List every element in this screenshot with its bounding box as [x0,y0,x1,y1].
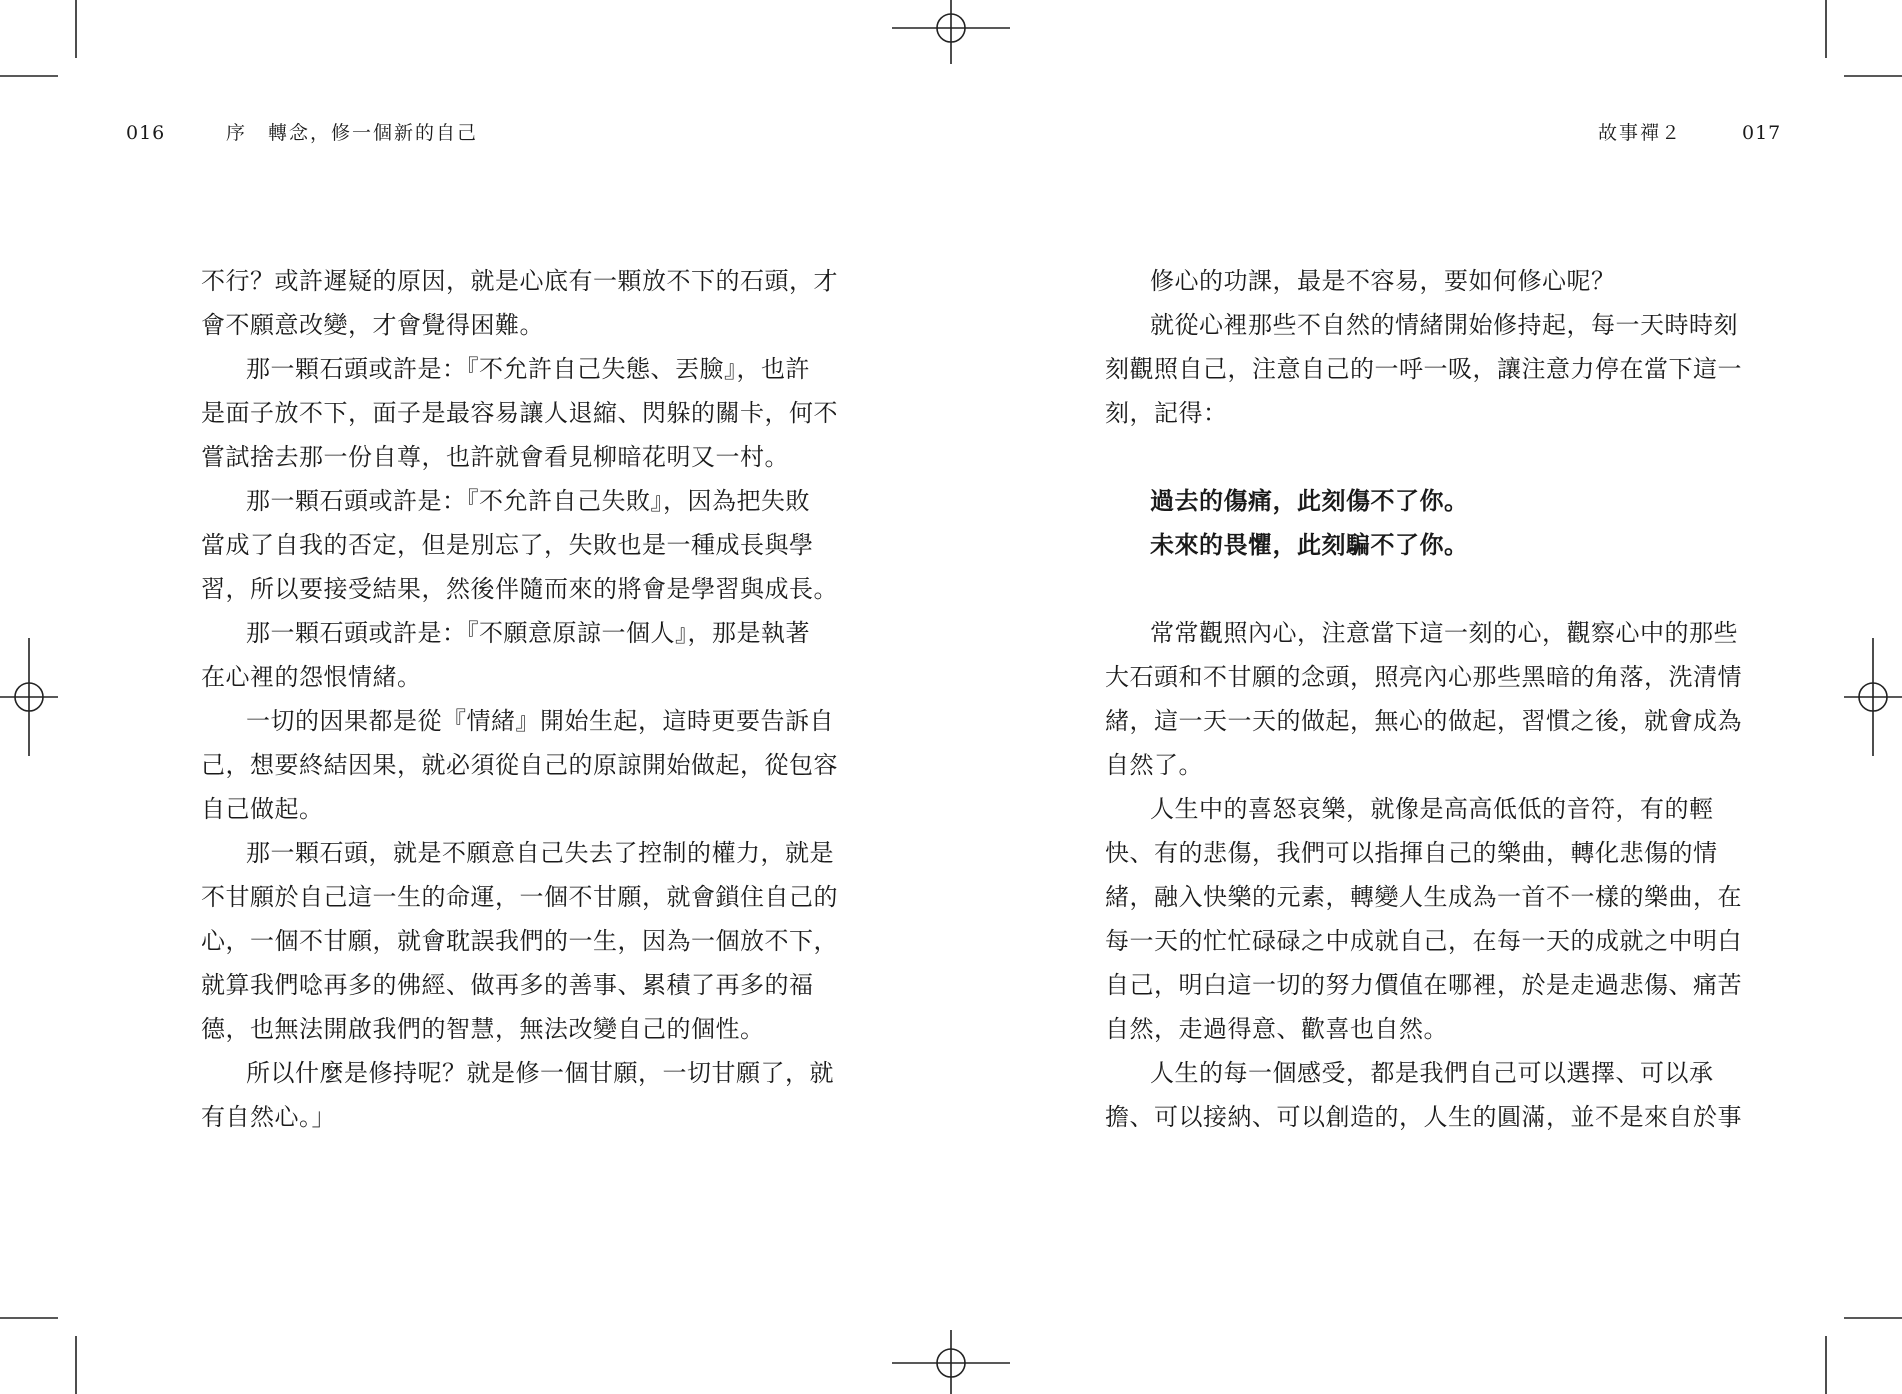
right-page-body [1105,259,1742,1139]
text-line: 心，一個不甘願，就會耽誤我們的一生，因為一個放不下， [201,927,838,955]
text-line: 自然，走過得意、歡喜也自然。 [1105,1015,1448,1043]
running-head-left: 序 轉念，修一個新的自己 [226,122,479,144]
blank-line [1105,567,1705,611]
left-page-body [201,259,838,1139]
registration-mark-left [0,638,58,756]
text-line: 那一顆石頭或許是：『不允許自己失態、丟臉』，也許 [246,355,810,383]
text-line: 自己做起。 [201,795,324,823]
page-number-right: 017 [1742,122,1782,144]
blank-line [1105,435,1705,479]
text-line: 不甘願於自己這一生的命運，一個不甘願，就會鎖住自己的 [201,883,838,911]
running-head-right: 故事禪２ [1598,122,1683,144]
text-line: 就算我們唸再多的佛經、做再多的善事、累積了再多的福 [201,971,814,999]
text-line: 就從心裡那些不自然的情緒開始修持起，每一天時時刻 [1150,311,1738,339]
text-line: 己，想要終結因果，就必須從自己的原諒開始做起，從包容 [201,751,838,779]
text-line: 那一顆石頭或許是：『不願意原諒一個人』，那是執著 [246,619,810,647]
text-line: 緒，融入快樂的元素，轉變人生成為一首不一樣的樂曲，在 [1105,883,1742,911]
crop-mark-bottom-right [1826,1318,1902,1394]
text-line: 會不願意改變，才會覺得困難。 [201,311,544,339]
text-line: 刻觀照自己，注意自己的一呼一吸，讓注意力停在當下這一 [1105,355,1742,383]
text-line: 刻，記得： [1105,399,1228,427]
registration-mark-right [1844,638,1902,756]
text-line: 有自然心。」 [201,1103,336,1131]
text-line: 緒，這一天一天的做起，無心的做起，習慣之後，就會成為 [1105,707,1742,735]
text-line: 所以什麼是修持呢？就是修一個甘願，一切甘願了，就 [246,1059,834,1087]
text-line: 擔、可以接納、可以創造的，人生的圓滿，並不是來自於事 [1105,1103,1742,1131]
text-line: 人生中的喜怒哀樂，就像是高高低低的音符，有的輕 [1150,795,1714,823]
text-line: 每一天的忙忙碌碌之中成就自己，在每一天的成就之中明白 [1105,927,1742,955]
text-line: 當成了自我的否定，但是別忘了，失敗也是一種成長與學 [201,531,814,559]
text-line: 自然了。 [1105,751,1203,779]
emphasis-line: 過去的傷痛，此刻傷不了你。 [1150,486,1469,515]
text-line: 自己，明白這一切的努力價值在哪裡，於是走過悲傷、痛苦 [1105,971,1742,999]
text-line: 常常觀照內心，注意當下這一刻的心，觀察心中的那些 [1150,619,1738,647]
registration-mark-top [892,0,1010,64]
emphasis-line: 未來的畏懼，此刻騙不了你。 [1150,530,1469,559]
crop-mark-top-right [1826,0,1902,76]
text-line: 不行？或許遲疑的原因，就是心底有一顆放不下的石頭，才 [201,267,838,295]
page-number-left: 016 [126,122,166,144]
text-line: 那一顆石頭，就是不願意自己失去了控制的權力，就是 [246,839,834,867]
crop-mark-top-left [0,0,76,76]
text-line: 人生的每一個感受，都是我們自己可以選擇、可以承 [1150,1059,1714,1087]
text-line: 快、有的悲傷，我們可以指揮自己的樂曲，轉化悲傷的情 [1105,839,1718,867]
text-line: 嘗試捨去那一份自尊，也許就會看見柳暗花明又一村。 [201,443,789,471]
text-line: 德，也無法開啟我們的智慧，無法改變自己的個性。 [201,1015,765,1043]
crop-mark-bottom-left [0,1318,76,1394]
text-line: 那一顆石頭或許是：『不允許自己失敗』，因為把失敗 [246,487,810,515]
text-line: 在心裡的怨恨情緒。 [201,663,422,691]
text-line: 習，所以要接受結果，然後伴隨而來的將會是學習與成長。 [201,575,838,603]
registration-mark-bottom [892,1330,1010,1394]
text-line: 一切的因果都是從『情緒』開始生起，這時更要告訴自 [246,707,834,735]
text-line: 修心的功課，最是不容易，要如何修心呢？ [1150,267,1616,295]
text-line: 是面子放不下，面子是最容易讓人退縮、閃躲的關卡，何不 [201,399,838,427]
text-line: 大石頭和不甘願的念頭，照亮內心那些黑暗的角落，洗清情 [1105,663,1742,691]
